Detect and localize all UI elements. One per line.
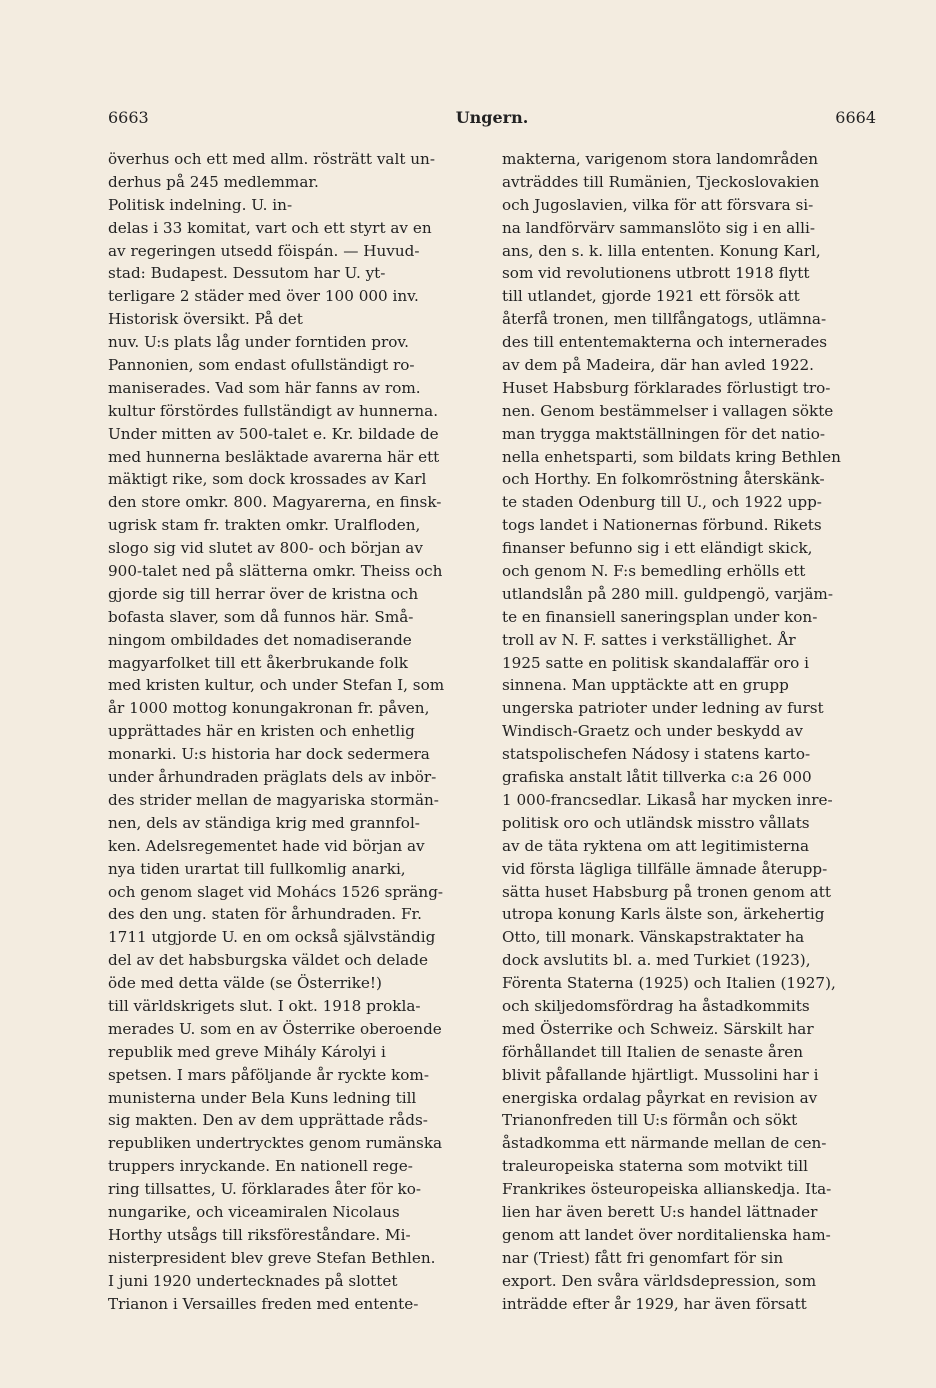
text-line: ningom ombildades det nomadiserande [108,630,412,649]
text-line: maniserades. Vad som här fanns av rom. [108,378,421,397]
text-line: och genom slaget vid Mohács 1526 spräng- [108,882,444,901]
text-line: ungerska patrioter under ledning av furst [502,699,824,718]
text-line: och Horthy. En folkomröstning återskänk- [502,470,825,489]
text-line: blivit påfallande hjärtligt. Mussolini har i [502,1065,819,1084]
text-line: genom att landet över norditalienska ham- [502,1225,831,1244]
right-column [502,148,874,1315]
text-line: nuv. U:s plats låg under forntiden prov. [108,333,409,352]
text-line: vid första lägliga tillfälle ämnade återupp- [502,859,828,878]
text-line: te staden Odenburg till U., och 1922 upp- [502,493,822,512]
text-line: traleuropeiska staterna som motvikt till [502,1157,808,1176]
text-line: export. Den svåra världsdepression, som [502,1271,817,1290]
text-line: lien har även berett U:s handel lättnader [502,1202,818,1221]
text-line: den store omkr. 800. Magyarerna, en finsk- [108,493,442,512]
text-line: derhus på 245 medlemmar. [108,172,319,191]
text-line: sätta huset Habsburg på tronen genom att [502,882,831,901]
text-line: till utlandet, gjorde 1921 ett försök att [502,287,800,306]
text-line: överhus och ett med allm. rösträtt valt un- [108,150,435,168]
text-line: slogo sig vid slutet av 800- och början av [108,539,423,558]
text-line: till världskrigets slut. I okt. 1918 prokla- [108,996,421,1015]
text-line: des till ententemakterna och internerades [502,333,828,352]
text-line: statspolischefen Nádosy i statens karto- [502,745,811,764]
text-line: Under mitten av 500-talet e. Kr. bildade de [108,424,439,443]
text-line: under århundraden präglats dels av inbör- [108,768,437,787]
text-line: Förenta Staterna (1925) och Italien (1927), [502,974,836,993]
text-line: nen, dels av ständiga krig med grannfol- [108,813,420,832]
text-line: Windisch-Graetz och under beskydd av [502,722,803,741]
text-line: Horthy utsågs till riksföreståndare. Mi- [108,1225,411,1244]
text-line: med Österrike och Schweiz. Särskilt har [502,1019,814,1038]
text-line: ring tillsattes, U. förklarades åter för ko- [108,1180,422,1199]
text-line: av dem på Madeira, där han avled 1922. [502,356,814,375]
text-line: Historisk översikt. På det [108,310,303,329]
text-line: spetsen. I mars påföljande år ryckte kom- [108,1065,429,1084]
text-line: na landförvärv sammanslöto sig i en alli- [502,218,816,237]
text-line: 900-talet ned på slätterna omkr. Theiss och [108,562,443,581]
text-line: Otto, till monark. Vänskapstraktater ha [502,928,805,947]
text-line: mäktigt rike, som dock krossades av Karl [108,470,427,489]
text-line: delas i 33 komitat, vart och ett styrt av en [108,218,432,237]
text-line: inträdde efter år 1929, har även försatt [502,1294,807,1313]
right-page-number: 6664 [835,108,876,127]
text-line: sinnena. Man upptäckte att en grupp [502,676,789,695]
text-line: nya tiden urartat till fullkomlig anarki, [108,859,406,878]
text-line: återfå tronen, men tillfångatogs, utlämna- [502,310,827,329]
text-line: nungarike, och viceamiralen Nicolaus [108,1202,400,1221]
text-line: ken. Adelsregementet hade vid början av [108,836,425,855]
text-line: merades U. som en av Österrike oberoende [108,1019,442,1038]
text-line: Pannonien, som endast ofullständigt ro- [108,356,415,375]
text-line: man trygga maktställningen för det natio- [502,424,826,443]
text-line: te en finansiell saneringsplan under kon- [502,607,818,626]
text-line: av de täta ryktena om att legitimisterna [502,836,810,855]
text-line: avträddes till Rumänien, Tjeckoslovakien [502,172,820,191]
text-line: med hunnerna besläktade avarerna här ett [108,447,440,466]
text-line: munisterna under Bela Kuns ledning till [108,1088,417,1107]
text-line: grafiska anstalt låtit tillverka c:a 26 000 [502,768,812,787]
text-line: Trianonfreden till U:s förmån och sökt [502,1111,798,1130]
text-line: och genom N. F:s bemedling erhölls ett [502,562,806,581]
text-line: upprättades här en kristen och enhetlig [108,722,415,741]
text-line: togs landet i Nationernas förbund. Rikets [502,516,822,535]
text-line: des strider mellan de magyariska stormän- [108,790,439,809]
text-line: finanser befunno sig i ett eländigt skick, [502,539,813,558]
text-line: magyarfolket till ett åkerbrukande folk [108,653,409,672]
text-line: och Jugoslavien, vilka för att försvara si- [502,195,814,214]
text-line: som vid revolutionens utbrott 1918 flytt [502,264,810,283]
text-line: politisk oro och utländsk misstro vållats [502,813,810,832]
text-line: åstadkomma ett närmande mellan de cen- [502,1134,827,1153]
text-line: monarki. U:s historia har dock sedermera [108,745,430,764]
text-line: sig makten. Den av dem upprättade råds- [108,1111,428,1130]
text-line: ans, den s. k. lilla ententen. Konung Karl, [502,241,821,260]
text-line: nisterpresident blev greve Stefan Bethlen. [108,1248,436,1267]
text-line: förhållandet till Italien de senaste åren [502,1042,803,1061]
text-line: och skiljedomsfördrag ha åstadkommits [502,996,810,1015]
text-line: truppers inryckande. En nationell rege- [108,1157,413,1176]
text-line: nen. Genom bestämmelser i vallagen sökte [502,401,834,420]
text-line: dock avslutits bl. a. med Turkiet (1923), [502,951,811,970]
text-line: terligare 2 städer med över 100 000 inv. [108,287,419,306]
text-line: nella enhetsparti, som bildats kring Bethlen [502,447,841,466]
text-line: 1925 satte en politisk skandalaffär oro i [502,653,809,672]
text-line: makterna, varigenom stora landområden [502,150,819,168]
text-line: utropa konung Karls älste son, ärkehertig [502,905,825,924]
text-line: med kristen kultur, och under Stefan I, som [108,676,445,695]
left-column [108,148,480,1315]
running-title: Ungern. [455,108,529,127]
text-line: Politisk indelning. U. in- [108,195,293,214]
text-line: republiken undertrycktes genom rumänska [108,1134,443,1153]
text-line: 1711 utgjorde U. en om också självständig [108,928,436,947]
text-line: des den ung. staten för århundraden. Fr. [108,905,422,924]
text-line: öde med detta välde (se Österrike!) [108,974,382,993]
text-line: bofasta slaver, som då funnos här. Små- [108,607,414,626]
text-line: år 1000 mottog konungakronan fr. påven, [108,699,430,718]
left-page-number: 6663 [108,108,149,127]
text-line: troll av N. F. sattes i verkställighet. År [502,630,796,649]
text-line: republik med greve Mihály Károlyi i [108,1042,386,1061]
text-line: energiska ordalag påyrkat en revision av [502,1088,818,1107]
text-line: del av det habsburgska väldet och delade [108,951,428,970]
text-line: utlandslån på 280 mill. guldpengö, varjäm- [502,584,833,603]
text-line: 1 000-francsedlar. Likaså har mycken inre- [502,790,833,809]
text-line: ugrisk stam fr. trakten omkr. Uralfloden, [108,516,421,535]
text-line: nar (Triest) fått fri genomfart för sin [502,1248,784,1267]
text-line: Trianon i Versailles freden med entente- [108,1294,419,1313]
text-line: Frankrikes östeuropeiska allianskedja. Ita- [502,1180,832,1199]
page-header [108,108,876,132]
text-line: kultur förstördes fullständigt av hunnerna. [108,401,439,420]
text-line: Huset Habsburg förklarades förlustigt tro- [502,378,831,397]
text-line: gjorde sig till herrar över de kristna och [108,584,419,603]
text-line: I juni 1920 undertecknades på slottet [108,1271,398,1290]
text-line: stad: Budapest. Dessutom har U. yt- [108,264,386,283]
text-line: av regeringen utsedd föispán. — Huvud- [108,241,420,260]
